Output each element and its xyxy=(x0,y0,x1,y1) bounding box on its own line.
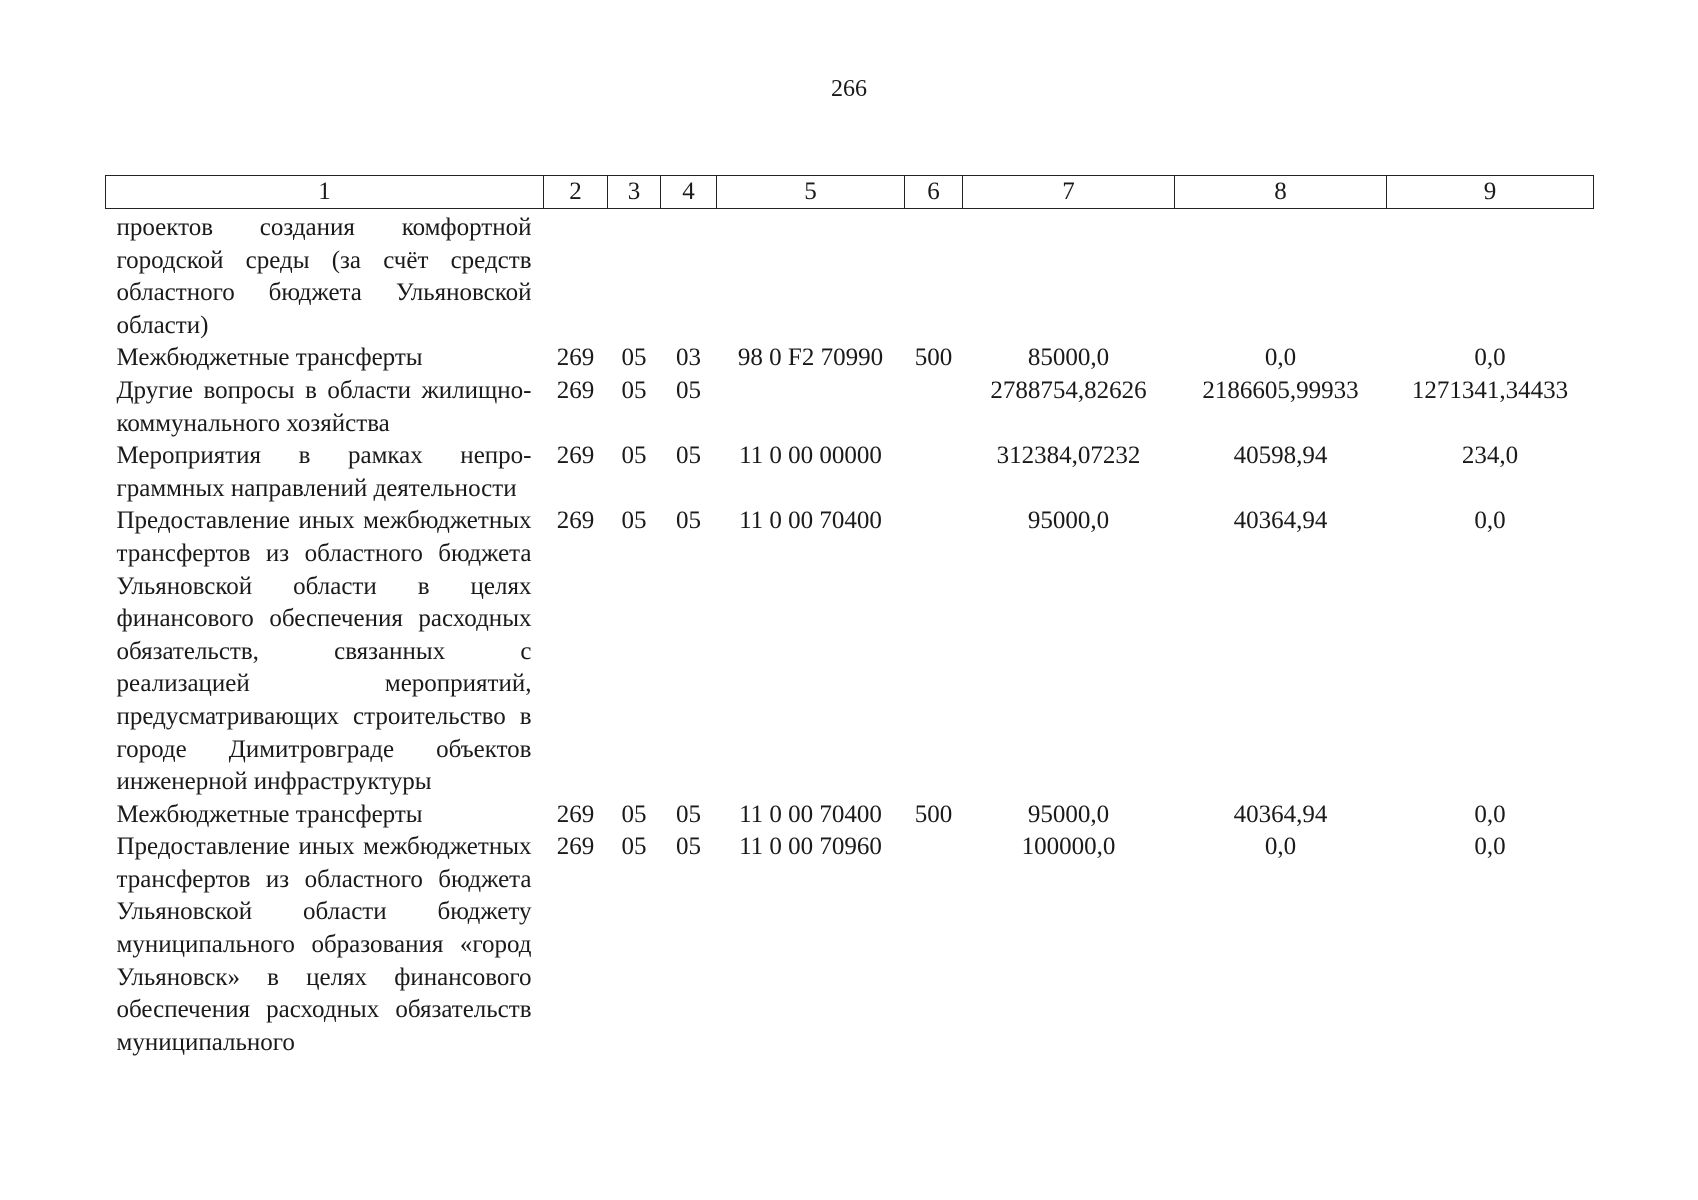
row-code-subsection: 05 xyxy=(676,507,701,535)
row-code-target: 11 0 00 70960 xyxy=(739,833,882,861)
row-code-admin: 269 xyxy=(556,344,595,372)
row-code-admin: 269 xyxy=(556,800,595,828)
row-amount-col7: 2788754,82626 xyxy=(990,376,1147,404)
row-amount-col9 xyxy=(1387,209,1594,343)
row-amount-col9: 1271341,34433 xyxy=(1411,376,1569,404)
header-col-1: 1 xyxy=(106,176,544,209)
row-code-expense-type xyxy=(905,375,963,440)
header-col-7: 7 xyxy=(963,176,1175,209)
table-row xyxy=(106,375,1594,440)
row-code-target: 98 0 F2 70990 xyxy=(737,344,884,372)
row-amount-col9: 0,0 xyxy=(1474,833,1506,861)
row-code-section: 05 xyxy=(621,442,647,470)
row-code-subsection xyxy=(661,209,717,343)
header-col-6: 6 xyxy=(905,176,963,209)
row-code-admin: 269 xyxy=(556,833,595,861)
row-amount-col8: 40364,94 xyxy=(1233,507,1328,535)
budget-table-container xyxy=(105,175,1593,1059)
row-amount-col7: 85000,0 xyxy=(1027,344,1110,372)
row-amount-col8: 0,0 xyxy=(1264,344,1297,372)
row-code-section: 05 xyxy=(621,376,647,404)
table-row xyxy=(106,209,1594,343)
row-code-expense-type: 500 xyxy=(914,800,953,828)
row-name: проектов создания комфортной городской среды (за счёт средств областного бюджета Ульяновской области) xyxy=(116,214,532,339)
row-code-expense-type: 500 xyxy=(914,344,953,372)
table-row xyxy=(106,440,1594,505)
table-header xyxy=(106,176,1594,209)
row-code-subsection: 05 xyxy=(676,800,701,828)
row-code-target: 11 0 00 00000 xyxy=(739,442,882,470)
row-amount-col8: 2186605,99933 xyxy=(1202,376,1359,404)
row-amount-col9: 0,0 xyxy=(1474,344,1506,372)
row-amount-col9: 0,0 xyxy=(1474,800,1506,828)
row-name: Мероприятия в рамках непрограммных направлений деятельности xyxy=(116,442,532,502)
row-code-subsection: 05 xyxy=(676,442,701,470)
row-code-section: 05 xyxy=(621,507,647,535)
header-col-2: 2 xyxy=(544,176,608,209)
row-amount-col9: 234,0 xyxy=(1461,442,1519,470)
row-amount-col8: 40598,94 xyxy=(1233,442,1328,470)
row-amount-col9: 0,0 xyxy=(1474,507,1506,535)
row-code-expense-type xyxy=(905,831,963,1059)
row-code-target: 11 0 00 70400 xyxy=(739,507,882,535)
row-code-section: 05 xyxy=(621,833,647,861)
row-code-section: 05 xyxy=(621,344,647,372)
row-name: Межбюджетные трансферты xyxy=(116,344,423,372)
row-amount-col7: 312384,07232 xyxy=(996,442,1141,470)
row-code-subsection: 05 xyxy=(676,833,701,861)
row-name: Другие вопросы в области жилищно-коммунального хозяйства xyxy=(116,376,532,437)
header-row xyxy=(106,176,1594,209)
header-col-4: 4 xyxy=(661,176,717,209)
row-name: Предоставление иных межбюджетных трансфертов из областного бюджета Ульяновской области бюджету муниципального образования «город Ульяновск» в целях финансового обеспечения расходных обязательств муниципального xyxy=(116,833,532,1056)
header-col-5: 5 xyxy=(717,176,905,209)
table-body xyxy=(106,209,1594,1060)
row-code-section: 05 xyxy=(621,800,647,828)
budget-table xyxy=(105,175,1594,1059)
row-amount-col7: 100000,0 xyxy=(1021,833,1116,861)
table-row xyxy=(106,505,1594,798)
table-row xyxy=(106,831,1594,1059)
row-amount-col7: 95000,0 xyxy=(1027,800,1110,828)
header-col-3: 3 xyxy=(608,176,661,209)
page-number: 266 xyxy=(831,76,867,102)
row-amount-col8 xyxy=(1175,209,1387,343)
table-row xyxy=(106,799,1594,832)
row-amount-col8: 0,0 xyxy=(1264,833,1297,861)
header-col-8: 8 xyxy=(1175,176,1387,209)
row-code-admin: 269 xyxy=(556,376,595,404)
row-amount-col7 xyxy=(963,209,1175,343)
row-name: Предоставление иных межбюджетных трансфертов из областного бюджета Ульяновской области в целях финансового обеспечения расходных обязательств, связанных с реализацией мероприятий, предусматривающих строительство в городе Димитровграде объектов инженерной инфраструктуры xyxy=(116,507,532,796)
row-amount-col8: 40364,94 xyxy=(1233,800,1328,828)
row-code-expense-type xyxy=(905,505,963,798)
table-row xyxy=(106,342,1594,375)
row-code-subsection: 03 xyxy=(676,344,701,372)
row-code-target: 11 0 00 70400 xyxy=(739,800,882,828)
row-code-expense-type xyxy=(905,440,963,505)
row-code-target xyxy=(717,209,905,343)
row-code-admin: 269 xyxy=(556,507,595,535)
row-amount-col7: 95000,0 xyxy=(1027,507,1110,535)
row-name: Межбюджетные трансферты xyxy=(116,800,423,828)
row-code-section xyxy=(608,209,661,343)
row-code-admin xyxy=(544,209,608,343)
row-code-admin: 269 xyxy=(556,442,595,470)
row-code-subsection: 05 xyxy=(676,376,701,404)
header-col-9: 9 xyxy=(1387,176,1594,209)
row-code-target xyxy=(717,375,905,440)
row-code-expense-type xyxy=(905,209,963,343)
